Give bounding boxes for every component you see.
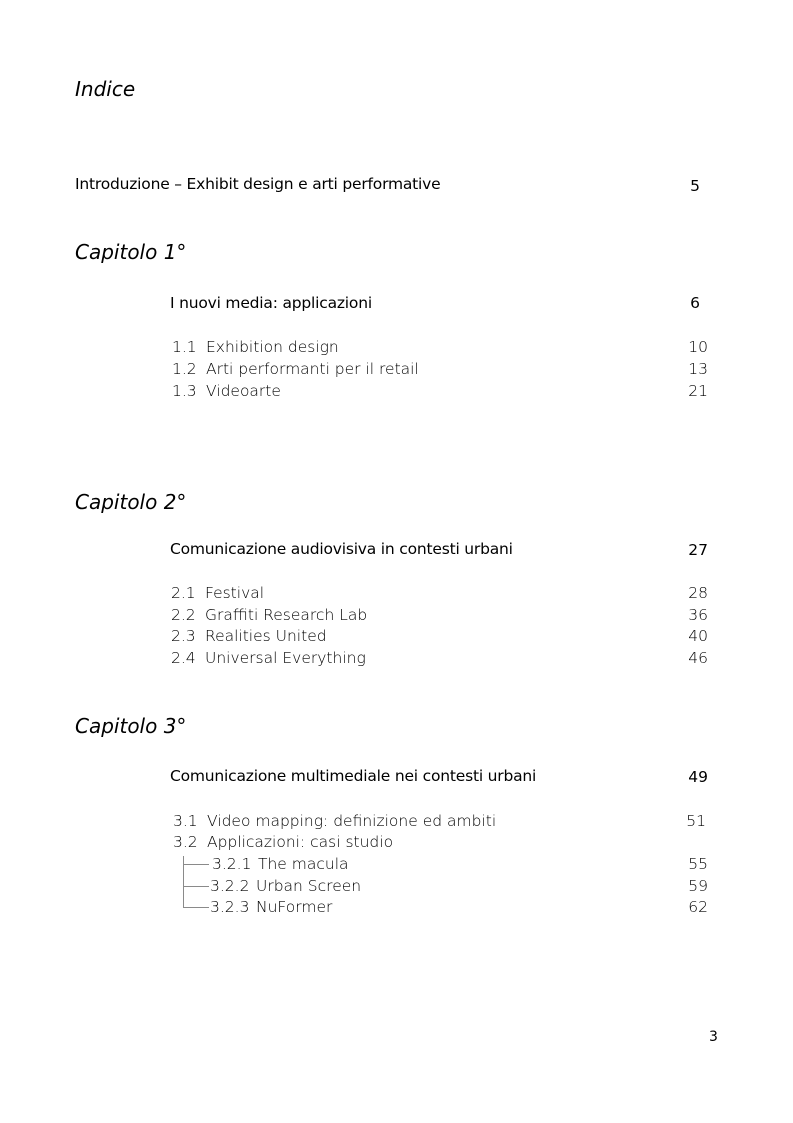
- subitem-tree-branch: [183, 886, 209, 887]
- toc-item: [171, 627, 327, 645]
- toc-item: [171, 584, 264, 602]
- toc-item-number: 2.1: [171, 584, 196, 602]
- chapter-heading: Capitolo 3°: [75, 714, 187, 738]
- page-number: 3: [709, 1029, 718, 1045]
- toc-item-label: Graffiti Research Lab: [205, 606, 368, 624]
- toc-item-number: 3.2: [173, 833, 198, 851]
- chapter-section-page: 27: [688, 541, 708, 559]
- toc-item: [173, 833, 393, 851]
- chapter-section-label: Comunicazione audiovisiva in contesti urbani: [170, 540, 513, 558]
- chapter-section-page: 6: [690, 294, 700, 312]
- toc-item-number: 2.3: [171, 627, 196, 645]
- toc-item-page: 55: [688, 855, 708, 873]
- chapter-heading: Capitolo 2°: [75, 490, 187, 514]
- toc-item-page: 13: [688, 360, 708, 378]
- toc-item-page: 10: [688, 338, 708, 356]
- toc-item: [171, 649, 366, 667]
- toc-item-number: 1.2: [172, 360, 197, 378]
- toc-item-page: 21: [688, 382, 708, 400]
- toc-subitem: [210, 898, 332, 916]
- toc-item-page: 36: [688, 606, 708, 624]
- toc-item-label: Realities United: [205, 627, 327, 645]
- toc-item-number: 2.2: [171, 606, 196, 624]
- toc-item-label: The macula: [258, 855, 349, 873]
- subitem-tree-branch: [183, 907, 209, 908]
- toc-item-page: 59: [688, 877, 708, 895]
- toc-item-number: 1.3: [172, 382, 197, 400]
- toc-item-label: NuFormer: [256, 898, 333, 916]
- toc-item-page: 40: [688, 627, 708, 645]
- toc-item-page: 28: [688, 584, 708, 602]
- toc-item-label: Arti performanti per il retail: [206, 360, 419, 378]
- toc-item-label: Exhibition design: [206, 338, 339, 356]
- toc-item: [172, 382, 281, 400]
- chapter-heading: Capitolo 1°: [75, 240, 187, 264]
- toc-item-number: 2.4: [171, 649, 196, 667]
- subitem-tree-branch: [183, 864, 209, 865]
- chapter-section-label: I nuovi media: applicazioni: [170, 294, 372, 312]
- toc-subitem: [212, 855, 349, 873]
- toc-item-label: Festival: [205, 584, 265, 602]
- toc-item-number: 3.2.3: [210, 898, 250, 916]
- toc-item-number: 1.1: [172, 338, 197, 356]
- toc-item-label: Universal Everything: [205, 649, 366, 667]
- chapter-section-label: Comunicazione multimediale nei contesti urbani: [170, 767, 537, 785]
- toc-item: [171, 606, 367, 624]
- toc-item-number: 3.1: [173, 812, 198, 830]
- toc-item: [172, 338, 339, 356]
- toc-item-label: Applicazioni: casi studio: [207, 833, 394, 851]
- chapter-section-page: 49: [688, 768, 708, 786]
- toc-item-label: Video mapping: definizione ed ambiti: [207, 812, 497, 830]
- toc-title: Indice: [75, 77, 136, 101]
- toc-item-label: Urban Screen: [256, 877, 362, 895]
- toc-item-label: Videoarte: [206, 382, 281, 400]
- toc-item-number: 3.2.2: [210, 877, 250, 895]
- toc-item-number: 3.2.1: [212, 855, 252, 873]
- toc-item: [172, 360, 419, 378]
- toc-item-page: 46: [688, 649, 708, 667]
- toc-item-page: 51: [686, 812, 706, 830]
- intro-label: Introduzione – Exhibit design e arti performative: [75, 175, 441, 193]
- intro-page: 5: [690, 177, 700, 195]
- toc-item-page: 62: [688, 898, 708, 916]
- toc-subitem: [210, 877, 361, 895]
- toc-item: [173, 812, 496, 830]
